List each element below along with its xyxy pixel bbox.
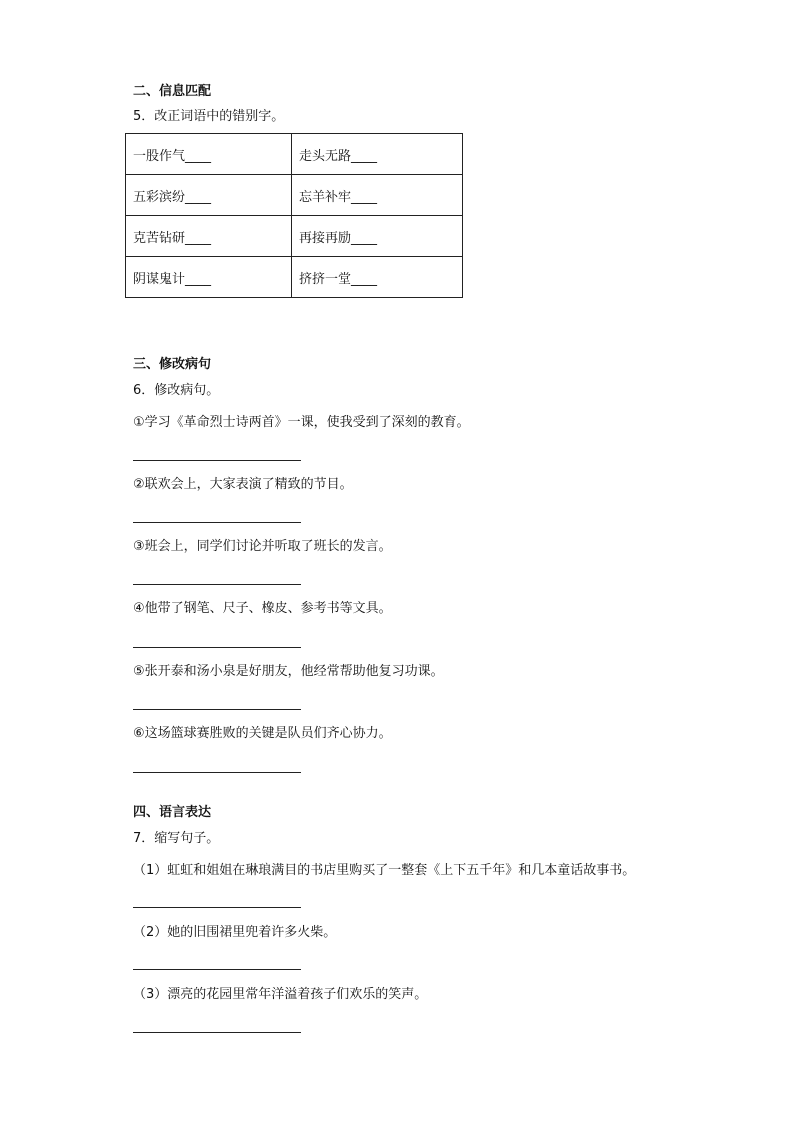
- table-row: [126, 134, 463, 175]
- answer-line[interactable]: [133, 584, 301, 585]
- answer-line[interactable]: [133, 709, 301, 710]
- answer-line[interactable]: [133, 907, 301, 908]
- answer-line[interactable]: [133, 1032, 301, 1033]
- sentence-item: ①学习《革命烈士诗两首》一课，使我受到了深刻的教育。: [133, 415, 470, 430]
- section-3-title: 三、修改病句: [133, 357, 212, 372]
- question-7-prompt: 7．缩写句子。: [133, 831, 220, 846]
- section-2-title: 二、信息匹配: [133, 84, 212, 99]
- word-correction-table: [125, 133, 463, 298]
- answer-line[interactable]: [133, 969, 301, 970]
- section-4-title: 四、语言表达: [133, 805, 212, 820]
- answer-line[interactable]: [133, 460, 301, 461]
- sentence-item: ⑤张开泰和汤小泉是好朋友，他经常帮助他复习功课。: [133, 664, 444, 679]
- answer-line[interactable]: [133, 522, 301, 523]
- answer-line[interactable]: [133, 647, 301, 648]
- sentence-item: ④他带了钢笔、尺子、橡皮、参考书等文具。: [133, 601, 392, 616]
- sentence-item: （3）漂亮的花园里常年洋溢着孩子们欢乐的笑声。: [133, 987, 428, 1002]
- table-cell[interactable]: 克苦钻研____: [126, 216, 292, 257]
- table-row: [126, 257, 463, 298]
- table-cell[interactable]: 忘羊补牢____: [292, 175, 463, 216]
- table-cell[interactable]: 再接再励____: [292, 216, 463, 257]
- question-5-prompt: 5．改正词语中的错别字。: [133, 109, 285, 124]
- sentence-item: ⑥这场篮球赛胜败的关键是队员们齐心协力。: [133, 726, 392, 741]
- answer-line[interactable]: [133, 772, 301, 773]
- sentence-item: ②联欢会上，大家表演了精致的节目。: [133, 477, 353, 492]
- table-cell[interactable]: 五彩滨纷____: [126, 175, 292, 216]
- table-cell[interactable]: 一股作气____: [126, 134, 292, 175]
- sentence-item: （1）虹虹和姐姐在琳琅满目的书店里购买了一整套《上下五千年》和几本童话故事书。: [133, 863, 636, 878]
- table-row: [126, 175, 463, 216]
- table-row: [126, 216, 463, 257]
- table-cell[interactable]: 阴谋鬼计____: [126, 257, 292, 298]
- sentence-item: ③班会上，同学们讨论并听取了班长的发言。: [133, 539, 392, 554]
- question-6-prompt: 6．修改病句。: [133, 383, 220, 398]
- table-cell[interactable]: 走头无路____: [292, 134, 463, 175]
- table-cell[interactable]: 挤挤一堂____: [292, 257, 463, 298]
- sentence-item: （2）她的旧围裙里兜着许多火柴。: [133, 925, 337, 940]
